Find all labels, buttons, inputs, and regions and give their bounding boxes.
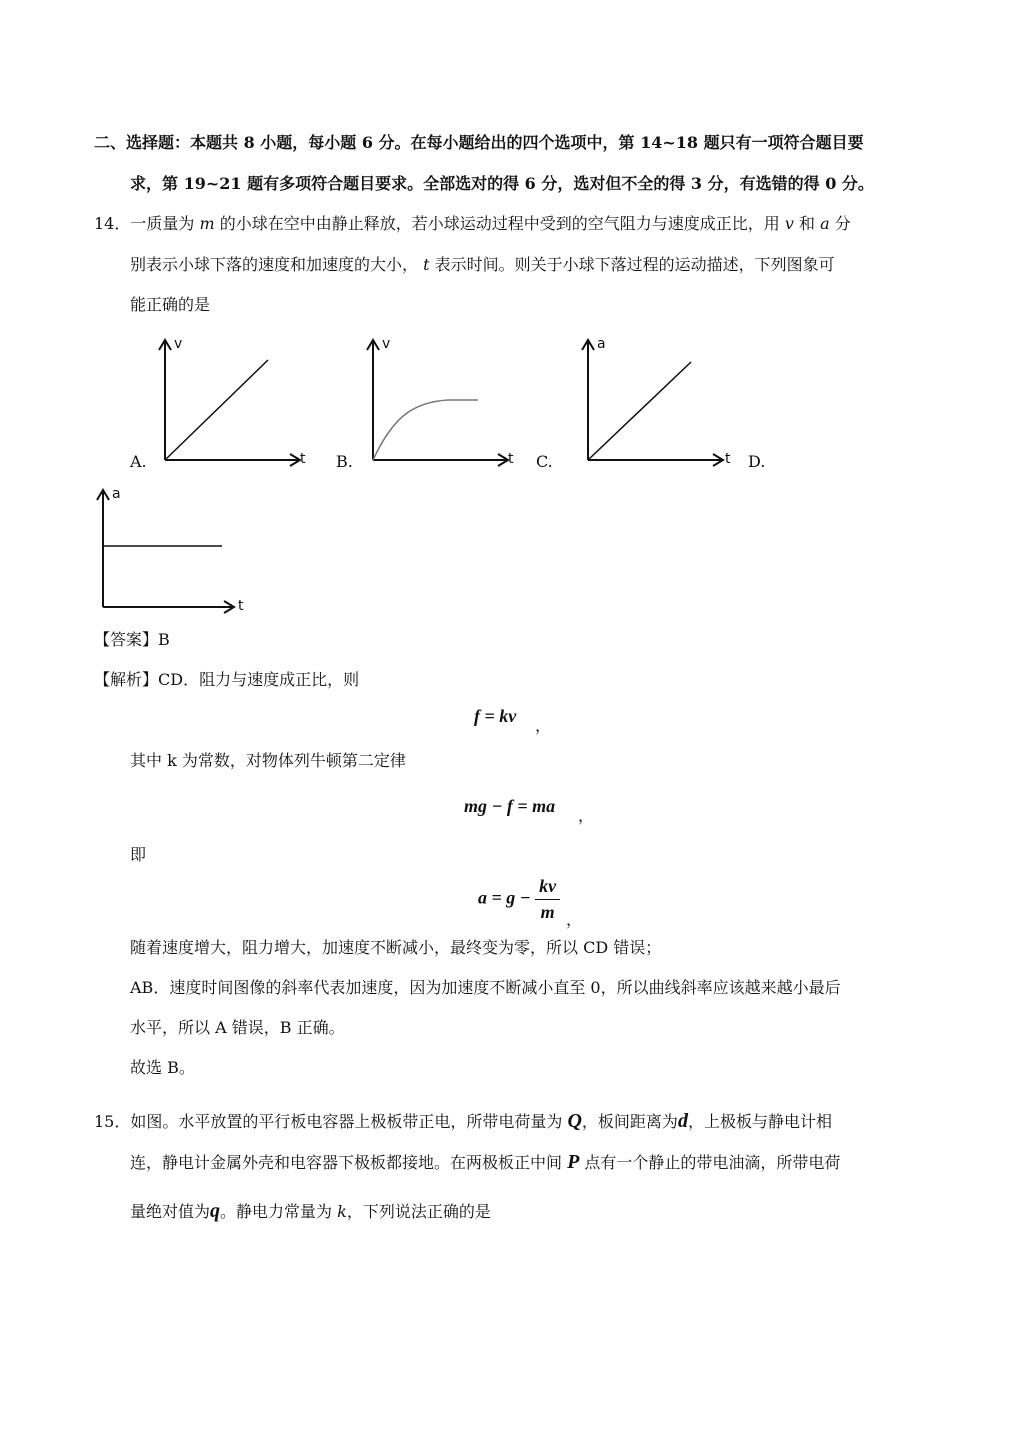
- formula-comma-1: ，: [535, 716, 552, 735]
- graph-option-b: [358, 332, 528, 476]
- analysis-final-choice: 故选 B。: [130, 1058, 195, 1077]
- analysis-note-k: 其中 k 为常数，对物体列牛顿第二定律: [130, 751, 406, 770]
- q15-line3: 量绝对值为q。静电力常量为 k，下列说法正确的是: [130, 1200, 491, 1222]
- graph-d-y-label: a: [112, 486, 121, 502]
- analysis-intro: 【解析】CD．阻力与速度成正比，则: [94, 670, 360, 689]
- q14-number: 14．: [94, 214, 131, 233]
- option-a-label: A.: [130, 452, 147, 471]
- option-d-label: D.: [748, 452, 766, 471]
- q14-line2: 别表示小球下落的速度和加速度的大小， t 表示时间。则关于小球下落过程的运动描述，下列图象可: [130, 255, 835, 274]
- q15-number: 15．: [94, 1112, 131, 1131]
- graph-b-x-label: t: [508, 451, 514, 467]
- formula-drag-force: f = kv: [474, 706, 517, 726]
- formula-acceleration: a = g − $\frac{kv}{m}$: [478, 876, 560, 923]
- graph-option-c: [573, 332, 743, 476]
- formula-newton-second-law: mg − f = ma: [464, 796, 556, 816]
- analysis-ab-line1: AB．速度时间图像的斜率代表加速度，因为加速度不断减小直至 0，所以曲线斜率应该越来越小最后: [130, 978, 841, 997]
- graph-a-x-label: t: [300, 451, 306, 467]
- graph-option-d: [88, 482, 258, 626]
- q14-line1: 14．一质量为 m 的小球在空中由静止释放，若小球运动过程中受到的空气阻力与速度成正比，用 v 和 a 分: [94, 214, 851, 233]
- formula-comma-3: ，: [566, 910, 583, 929]
- graph-c-y-label: a: [597, 336, 606, 352]
- graph-option-a: [150, 332, 320, 476]
- analysis-ji: 即: [130, 845, 147, 864]
- graph-a-y-label: v: [174, 336, 183, 352]
- q15-line2: 连，静电计金属外壳和电容器下极板都接地。在两极板正中间 P 点有一个静止的带电油滴，所带电荷: [130, 1151, 841, 1173]
- answer: 【答案】B: [94, 630, 170, 649]
- section-instructions-line2: 求，第 19~21 题有多项符合题目要求。全部选对的得 6 分，选对但不全的得 3 分，有选错的得 0 分。: [130, 174, 874, 193]
- section-instructions-line1: 二、选择题：本题共 8 小题，每小题 6 分。在每小题给出的四个选项中，第 14~18 题只有一项符合题目要: [94, 133, 864, 152]
- graph-b-y-label: v: [382, 336, 391, 352]
- analysis-cd-conclusion: 随着速度增大，阻力增大，加速度不断减小，最终变为零，所以 CD 错误；: [130, 938, 662, 957]
- analysis-ab-line2: 水平，所以 A 错误，B 正确。: [130, 1018, 345, 1037]
- formula-comma-2: ，: [578, 806, 595, 825]
- option-c-label: C.: [536, 452, 553, 471]
- option-b-label: B.: [336, 452, 353, 471]
- q15-line1: 15．如图。水平放置的平行板电容器上极板带正电，所带电荷量为 Q，板间距离为d，上极板与静电计相: [94, 1110, 832, 1132]
- graph-d-x-label: t: [238, 598, 244, 614]
- graph-c-x-label: t: [725, 451, 731, 467]
- fraction-kv-over-m: $\frac{kv}{m}$: [535, 876, 560, 923]
- q14-line3: 能正确的是: [130, 295, 211, 314]
